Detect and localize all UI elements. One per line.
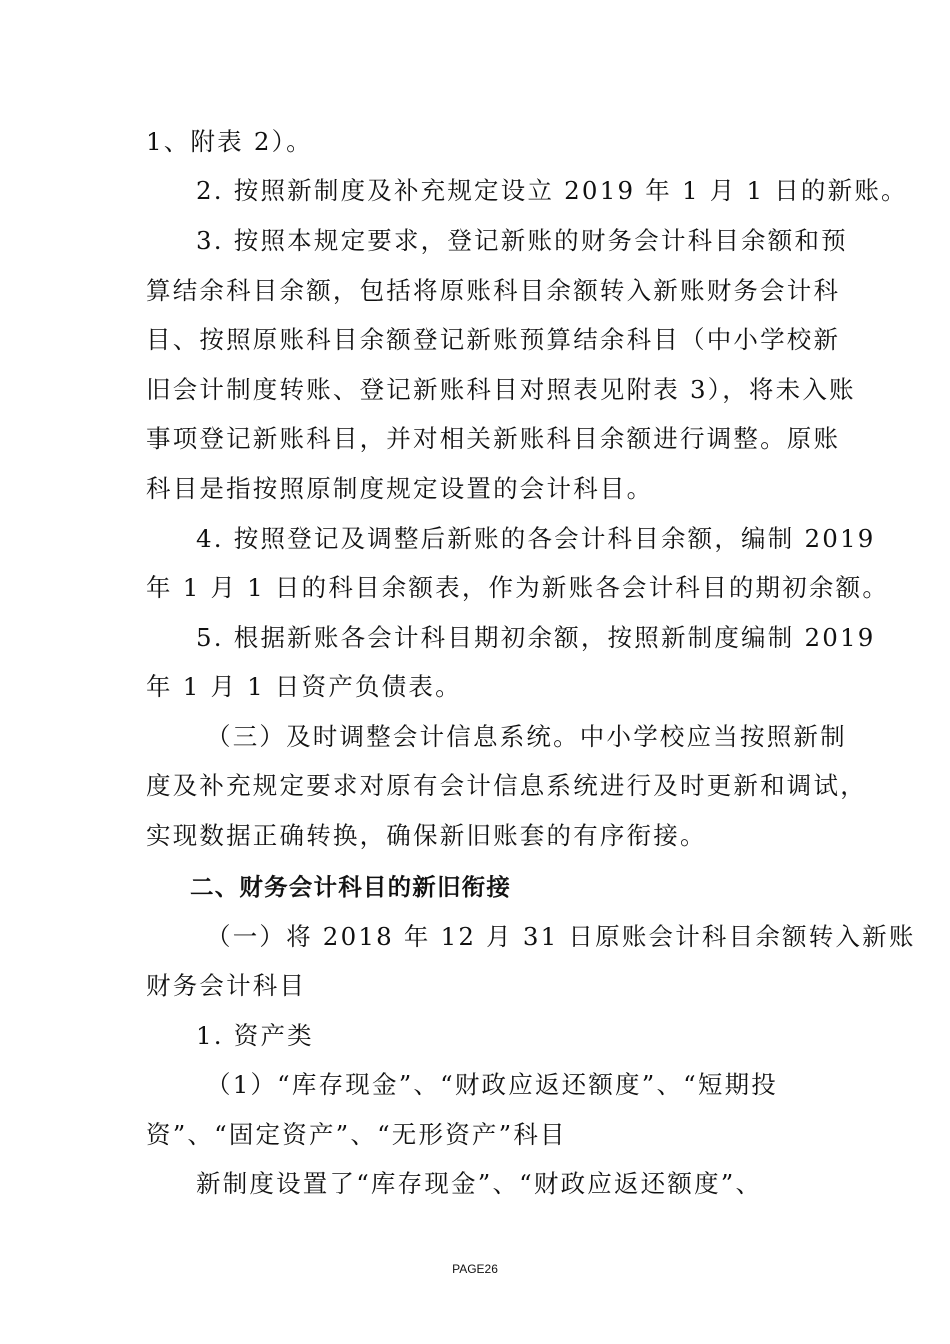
section-heading: 二、财务会计科目的新旧衔接 xyxy=(190,873,512,901)
text-line: 算结余科目余额，包括将原账科目余额转入新账财务会计科 xyxy=(146,276,841,305)
text-line: （一）将 2018 年 12 月 31 日原账会计科目余额转入新账 xyxy=(206,922,916,951)
text-line: 事项登记新账科目，并对相关新账科目余额进行调整。原账 xyxy=(146,424,841,453)
text-line: 实现数据正确转换，确保新旧账套的有序衔接。 xyxy=(146,821,707,850)
text-line: 度及补充规定要求对原有会计信息系统进行及时更新和调试， xyxy=(146,771,867,800)
text-line: 财务会计科目 xyxy=(146,971,307,1000)
text-line: 新制度设置了“库存现金”、“财政应返还额度”、 xyxy=(196,1169,763,1198)
text-line: 年 1 月 1 日资产负债表。 xyxy=(146,672,462,701)
text-line: 1. 资产类 xyxy=(196,1021,314,1050)
text-line: 目、按照原账科目余额登记新账预算结余科目（中小学校新 xyxy=(146,325,841,354)
text-line: （三）及时调整会计信息系统。中小学校应当按照新制 xyxy=(206,722,847,751)
text-line: 年 1 月 1 日的科目余额表，作为新账各会计科目的期初余额。 xyxy=(146,573,890,602)
text-line: 5. 根据新账各会计科目期初余额，按照新制度编制 2019 xyxy=(196,623,876,652)
text-line: 1、附表 2）。 xyxy=(146,127,313,156)
text-line: 资”、“固定资产”、“无形资产”科目 xyxy=(146,1120,567,1149)
text-line: 科目是指按照原制度规定设置的会计科目。 xyxy=(146,474,654,503)
text-line: 4. 按照登记及调整后新账的各会计科目余额，编制 2019 xyxy=(196,524,876,553)
text-line: 旧会计制度转账、登记新账科目对照表见附表 3），将未入账 xyxy=(146,375,856,404)
page-footer: PAGE26 xyxy=(452,1262,498,1276)
text-line: （1）“库存现金”、“财政应返还额度”、“短期投 xyxy=(206,1070,779,1099)
text-line: 2. 按照新制度及补充规定设立 2019 年 1 月 1 日的新账。 xyxy=(196,176,908,205)
text-line: 3. 按照本规定要求，登记新账的财务会计科目余额和预 xyxy=(196,226,848,255)
